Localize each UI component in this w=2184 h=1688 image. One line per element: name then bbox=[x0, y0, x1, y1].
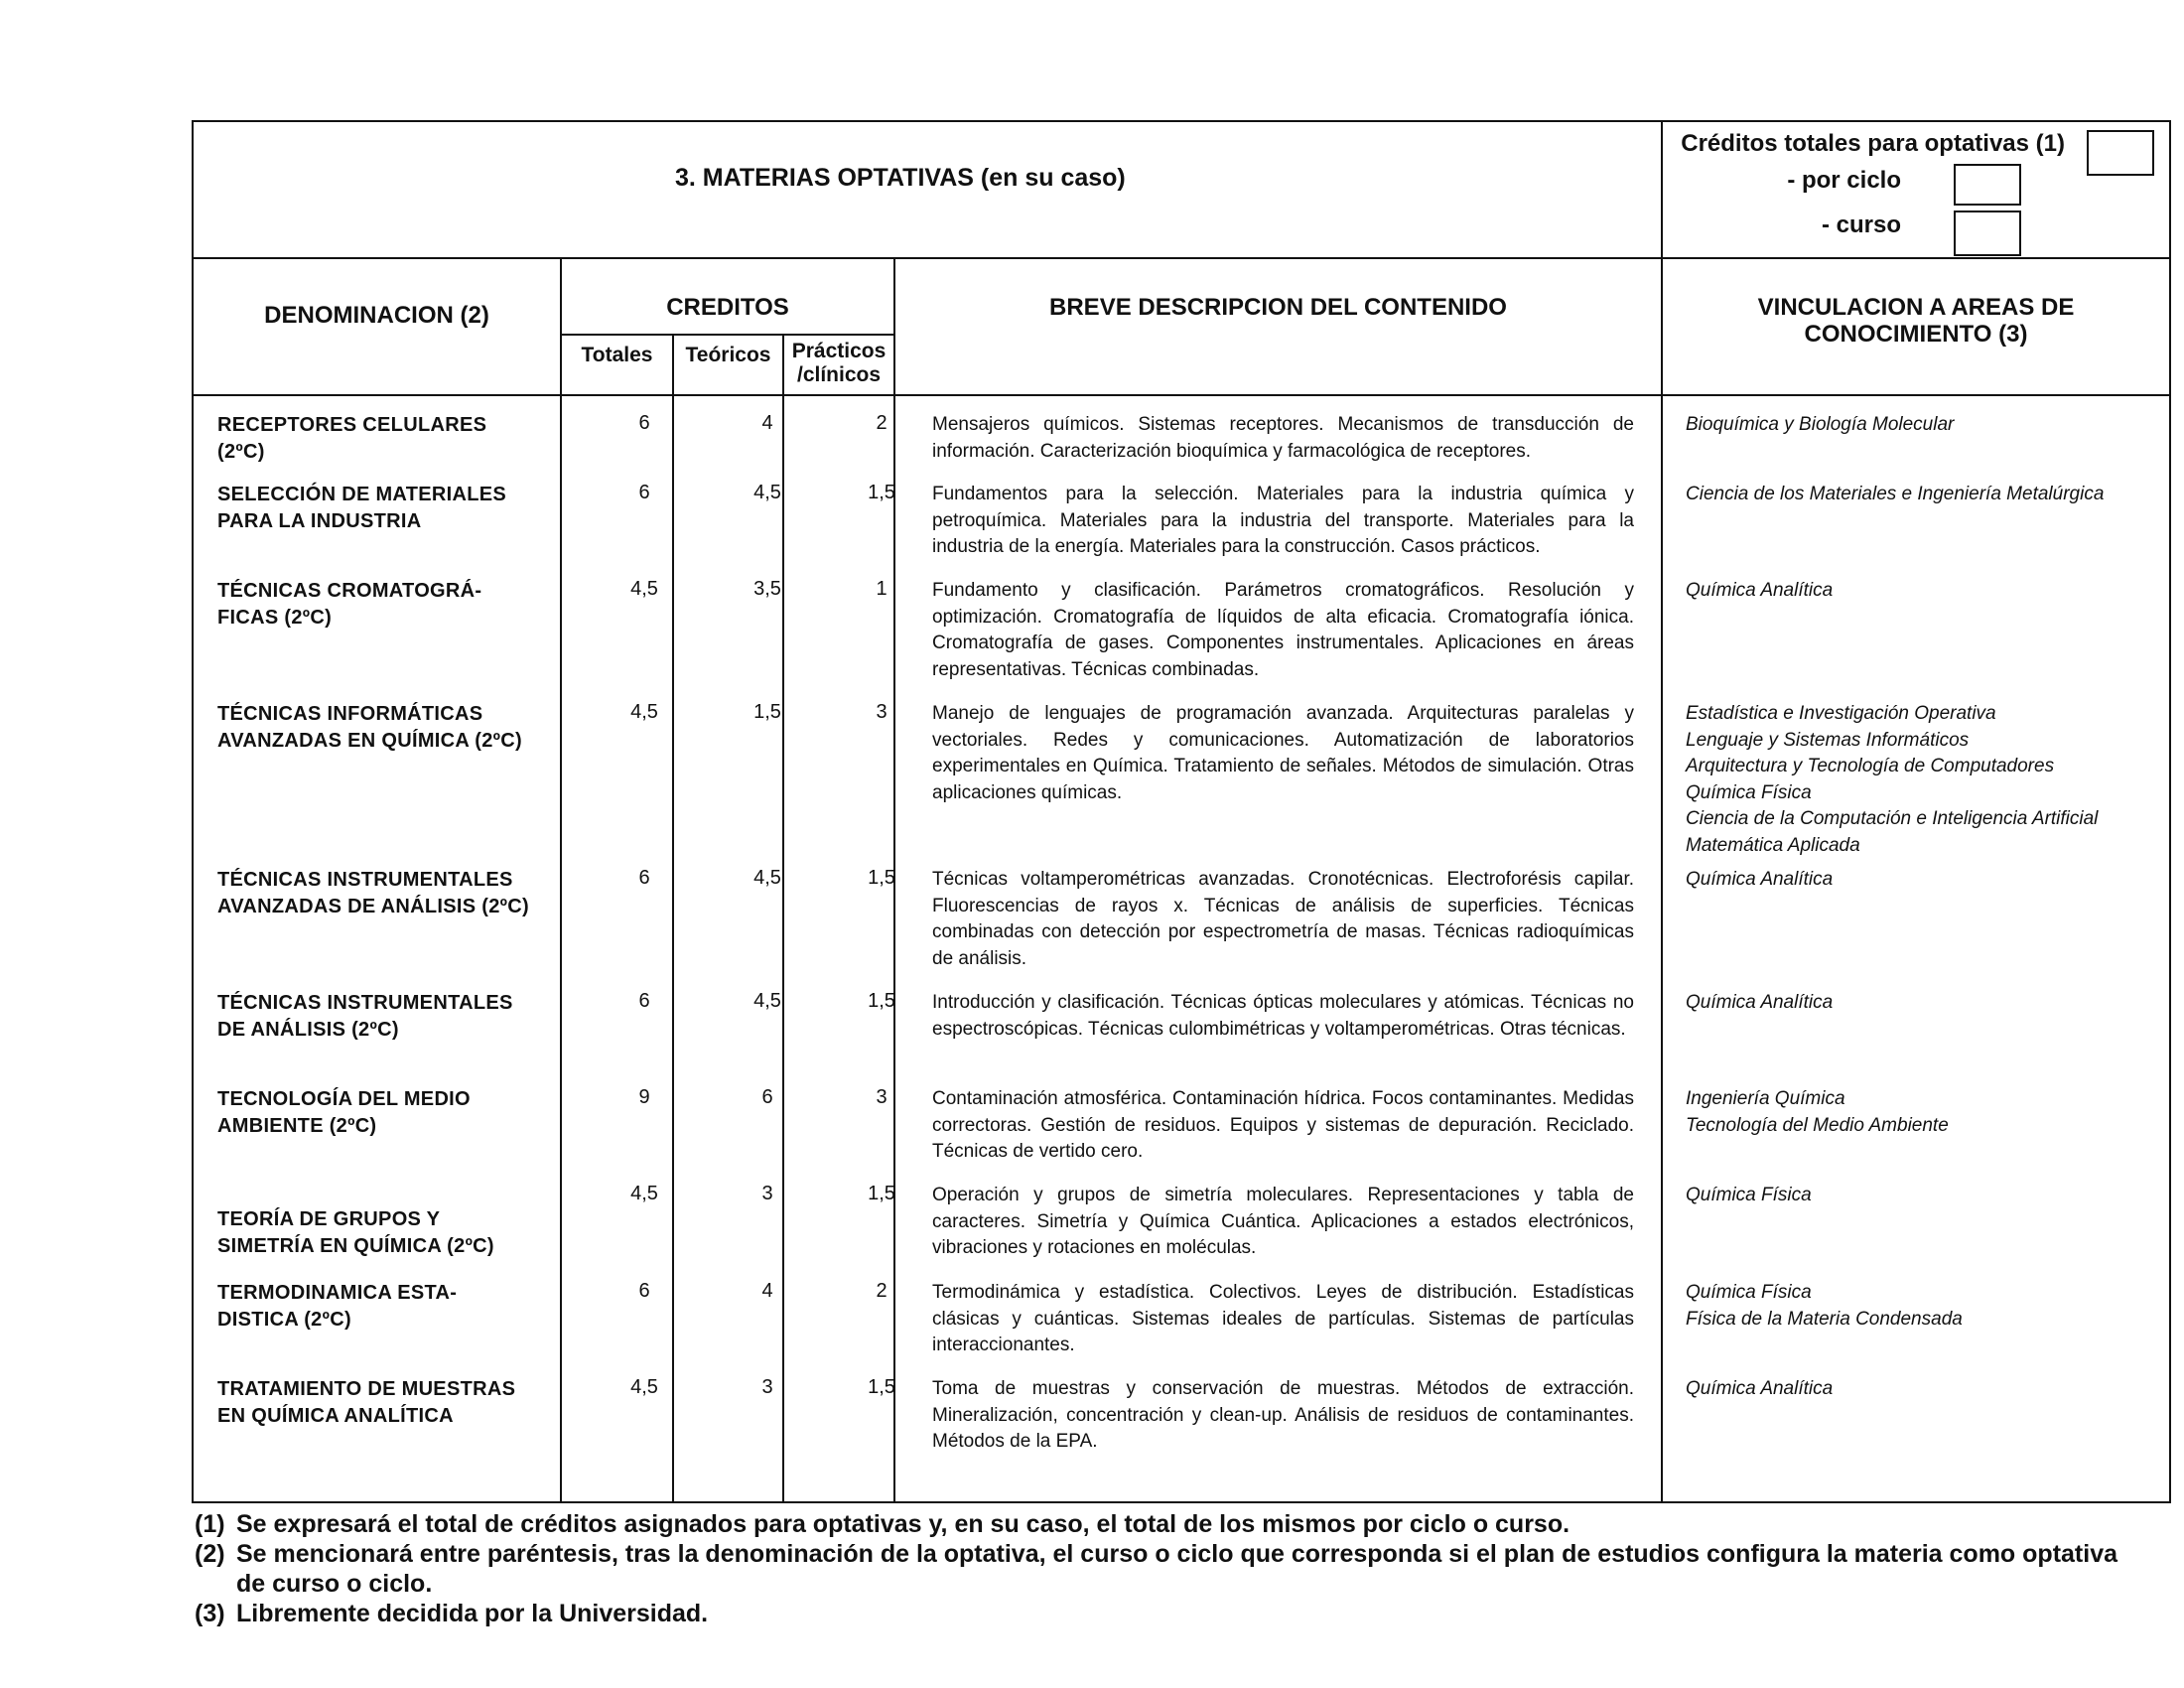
row-totales: 6 bbox=[638, 990, 650, 1012]
row-denominacion: TÉCNICAS CROMATOGRÁ-FICAS (2ºC) bbox=[217, 580, 482, 629]
row-denominacion: TECNOLOGÍA DEL MEDIO AMBIENTE (2ºC) bbox=[217, 1088, 471, 1137]
footnote-label: (3) bbox=[195, 1600, 225, 1627]
row-teoricos: 3 bbox=[761, 1376, 773, 1398]
row-practicos: 1 bbox=[876, 578, 887, 600]
area-item: Química Analítica bbox=[1686, 992, 1834, 1013]
row-denominacion: RECEPTORES CELULARES (2ºC) bbox=[217, 414, 487, 463]
page-title: 3. MATERIAS OPTATIVAS (en su caso) bbox=[675, 164, 1126, 192]
row-totales: 6 bbox=[638, 412, 650, 434]
footnote bbox=[195, 1599, 2130, 1628]
curso-label: - curso bbox=[1821, 211, 1901, 238]
row-totales: 4,5 bbox=[630, 1183, 658, 1204]
row-totales: 4,5 bbox=[630, 578, 658, 600]
row-denominacion: TÉCNICAS INSTRUMENTALES AVANZADAS DE ANÁLISIS (2ºC) bbox=[217, 869, 529, 917]
creditos-totales-label: Créditos totales para optativas (1) bbox=[1681, 130, 2065, 157]
row-descripcion: Fundamentos para la selección. Materiales para la industria química y petroquímica. Materiales para la industria del transporte. Materiales para la industria de la energía. Materiales para la construcción. Casos prácticos. bbox=[932, 484, 1634, 557]
row-areas bbox=[1686, 1280, 2172, 1333]
row-denominacion: TÉCNICAS INSTRUMENTALES DE ANÁLISIS (2ºC) bbox=[217, 992, 513, 1041]
area-item: Ciencia de la Computación e Inteligencia Artificial bbox=[1686, 808, 2099, 829]
column-header-divider bbox=[192, 394, 2171, 396]
area-item: Tecnología del Medio Ambiente bbox=[1686, 1114, 1949, 1136]
footnotes bbox=[195, 1509, 2130, 1628]
row-practicos: 1,5 bbox=[868, 867, 895, 889]
footnote bbox=[195, 1539, 2130, 1599]
row-totales: 4,5 bbox=[630, 1376, 658, 1398]
area-item: Química Física bbox=[1686, 1282, 1812, 1303]
row-teoricos: 4,5 bbox=[753, 482, 781, 503]
area-item: Ciencia de los Materiales e Ingeniería Metalúrgica bbox=[1686, 484, 2105, 504]
row-descripcion: Fundamento y clasificación. Parámetros cromatográficos. Resolución y optimización. Cromatografía de líquidos de alta eficacia. Cromatografía iónica. Cromatografía de gases. Componentes instrumentales. Aplicaciones en áreas representativas. Técnicas combinadas. bbox=[932, 580, 1634, 680]
row-descripcion: Toma de muestras y conservación de muestras. Métodos de extracción. Mineralización, concentración y clean-up. Análisis de residuos de contaminantes. Métodos de la EPA. bbox=[932, 1378, 1634, 1452]
row-totales: 4,5 bbox=[630, 701, 658, 723]
row-teoricos: 4,5 bbox=[753, 867, 781, 889]
por-ciclo-label: - por ciclo bbox=[1787, 167, 1901, 194]
area-item: Arquitectura y Tecnología de Computadores bbox=[1686, 756, 2055, 776]
footnote-label: (2) bbox=[195, 1540, 225, 1568]
area-item: Ingeniería Química bbox=[1686, 1088, 1845, 1109]
row-practicos: 1,5 bbox=[868, 1183, 895, 1204]
row-denominacion: SELECCIÓN DE MATERIALES PARA LA INDUSTRIA bbox=[217, 484, 506, 532]
row-teoricos: 3,5 bbox=[753, 578, 781, 600]
row-areas bbox=[1686, 1086, 2172, 1139]
row-descripcion: Mensajeros químicos. Sistemas receptores. Mecanismos de transducción de información. Caracterización bioquímica y farmacológica de receptores. bbox=[932, 414, 1634, 462]
row-areas bbox=[1686, 578, 2172, 605]
footnote-text: Libremente decidida por la Universidad. bbox=[236, 1600, 709, 1627]
col-header-totales: Totales bbox=[581, 344, 653, 366]
row-teoricos: 3 bbox=[761, 1183, 773, 1204]
row-denominacion: TERMODINAMICA ESTA-DISTICA (2ºC) bbox=[217, 1282, 458, 1331]
row-teoricos: 1,5 bbox=[753, 701, 781, 723]
creditos-totales-box bbox=[2087, 130, 2154, 176]
row-practicos: 2 bbox=[876, 412, 887, 434]
area-item: Química Analítica bbox=[1686, 580, 1834, 601]
area-item: Química Analítica bbox=[1686, 869, 1834, 890]
row-totales: 6 bbox=[638, 1280, 650, 1302]
row-practicos: 1,5 bbox=[868, 1376, 895, 1398]
row-descripcion: Operación y grupos de simetría moleculares. Representaciones y tabla de caracteres. Simetría y Química Cuántica. Aplicaciones a estados electrónicos, vibraciones y rotaciones en moléculas. bbox=[932, 1185, 1634, 1258]
row-descripcion: Termodinámica y estadística. Colectivos. Leyes de distribución. Estadísticas clásicas y cuánticas. Sistemas ideales de partículas. Sistemas de partículas interaccionantes. bbox=[932, 1282, 1634, 1355]
col-header-creditos: CREDITOS bbox=[666, 294, 789, 321]
row-teoricos: 4 bbox=[761, 1280, 773, 1302]
footnote bbox=[195, 1509, 2130, 1539]
curso-box bbox=[1954, 211, 2021, 256]
creditos-sub-divider bbox=[560, 334, 895, 336]
area-item: Bioquímica y Biología Molecular bbox=[1686, 414, 1955, 435]
row-descripcion: Manejo de lenguajes de programación avanzada. Arquitecturas paralelas y vectoriales. Redes y comunicaciones. Automatización de laboratorios experimentales en Química. Tratamiento de señales. Métodos de simulación. Otras aplicaciones químicas. bbox=[932, 703, 1634, 803]
row-totales: 6 bbox=[638, 482, 650, 503]
row-totales: 9 bbox=[638, 1086, 650, 1108]
area-item: Física de la Materia Condensada bbox=[1686, 1308, 1963, 1330]
footnote-label: (1) bbox=[195, 1510, 225, 1538]
col-header-denominacion: DENOMINACION (2) bbox=[264, 302, 489, 329]
footnote-text: Se mencionará entre paréntesis, tras la denominación de la optativa, el curso o ciclo que corresponda si el plan de estudios configura la materia como optativa de curso o ciclo. bbox=[236, 1540, 2117, 1598]
col-header-vinculacion: VINCULACION A AREAS DE CONOCIMIENTO (3) bbox=[1757, 294, 2075, 348]
row-denominacion: TÉCNICAS INFORMÁTICAS AVANZADAS EN QUÍMICA (2ºC) bbox=[217, 703, 522, 752]
col-header-practicos: Prácticos /clínicos bbox=[791, 340, 887, 386]
row-teoricos: 4,5 bbox=[753, 990, 781, 1012]
area-item: Matemática Aplicada bbox=[1686, 834, 1860, 856]
row-denominacion: TEORÍA DE GRUPOS Y SIMETRÍA EN QUÍMICA (2ºC) bbox=[217, 1208, 494, 1257]
row-practicos: 3 bbox=[876, 1086, 887, 1108]
row-areas bbox=[1686, 412, 2172, 439]
area-item: Química Física bbox=[1686, 1185, 1812, 1205]
row-areas bbox=[1686, 867, 2172, 894]
col-header-teoricos: Teóricos bbox=[685, 344, 771, 366]
row-practicos: 1,5 bbox=[868, 990, 895, 1012]
row-teoricos: 4 bbox=[761, 412, 773, 434]
footnote-text: Se expresará el total de créditos asignados para optativas y, en su caso, el total de los mismos por ciclo o curso. bbox=[236, 1510, 1570, 1538]
row-areas bbox=[1686, 990, 2172, 1017]
row-descripcion: Contaminación atmosférica. Contaminación hídrica. Focos contaminantes. Medidas correctoras. Gestión de residuos. Equipos y sistemas de depuración. Reciclado. Técnicas de vertido cero. bbox=[932, 1088, 1634, 1162]
col-denominacion-divider bbox=[560, 257, 562, 1503]
por-ciclo-box bbox=[1954, 164, 2021, 206]
row-areas bbox=[1686, 701, 2172, 859]
row-teoricos: 6 bbox=[761, 1086, 773, 1108]
header-right-divider bbox=[1661, 120, 1663, 1503]
col-teoricos-divider bbox=[782, 334, 784, 1503]
header-divider bbox=[192, 257, 2171, 259]
row-areas bbox=[1686, 1376, 2172, 1403]
area-item: Estadística e Investigación Operativa bbox=[1686, 703, 1996, 724]
col-header-descripcion: BREVE DESCRIPCION DEL CONTENIDO bbox=[1049, 294, 1507, 321]
area-item: Química Analítica bbox=[1686, 1378, 1834, 1399]
row-areas bbox=[1686, 1183, 2172, 1209]
area-item: Química Física bbox=[1686, 781, 1812, 803]
row-descripcion: Técnicas voltamperométricas avanzadas. Cronotécnicas. Electroforésis capilar. Fluorescencias de rayos x. Técnicas de análisis de superficies. Técnicas combinadas con detección por espectrometría de masas. Técnicas radioquímicas de análisis. bbox=[932, 869, 1634, 969]
area-item: Lenguaje y Sistemas Informáticos bbox=[1686, 729, 1970, 751]
row-practicos: 1,5 bbox=[868, 482, 895, 503]
row-areas bbox=[1686, 482, 2172, 508]
row-practicos: 2 bbox=[876, 1280, 887, 1302]
row-descripcion: Introducción y clasificación. Técnicas ópticas moleculares y atómicas. Técnicas no espectroscópicas. Técnicas culombimétricas y voltamperométricas. Otras técnicas. bbox=[932, 992, 1634, 1040]
row-totales: 6 bbox=[638, 867, 650, 889]
row-practicos: 3 bbox=[876, 701, 887, 723]
row-denominacion: TRATAMIENTO DE MUESTRAS EN QUÍMICA ANALÍTICA bbox=[217, 1378, 516, 1427]
col-totales-divider bbox=[672, 334, 674, 1503]
